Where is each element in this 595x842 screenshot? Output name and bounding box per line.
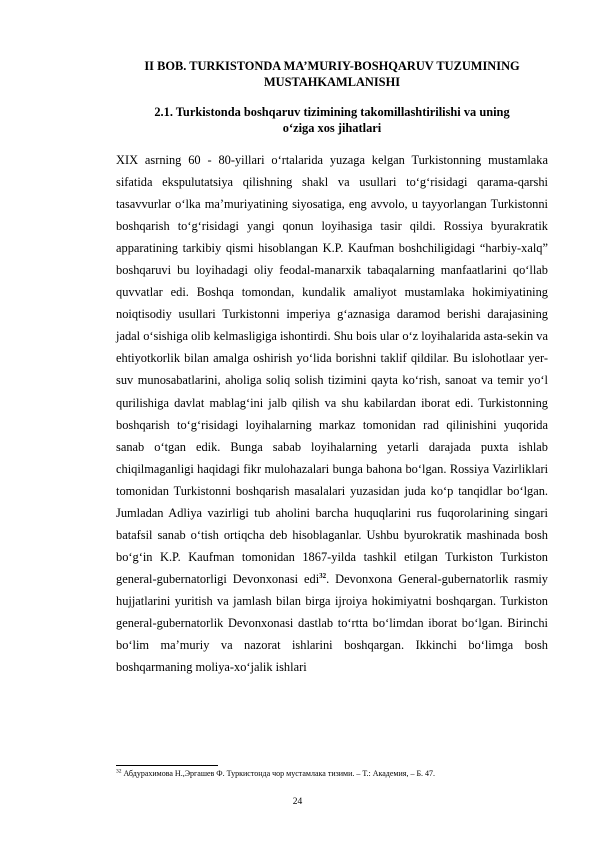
- body-line: aholiga soliq solish tizimini qayta ko‘rish, sanoat va temir yo‘l qurilishiga davlat: [116, 373, 548, 410]
- chapter-heading-line-2: MUSTAHKAMLANISHI: [263, 75, 401, 89]
- body-line: Vazirliklari tomonidan Turkistonni boshqarish masalalari yuzasidan juda ko‘p: [116, 461, 549, 498]
- body-line: chiqilmaganligi haqidagi fikr mulohazalari bunga bahona bo‘lgan. Rossiya: [116, 461, 490, 476]
- body-line-tail: . Devonxona: [326, 571, 393, 586]
- footnote-divider: [116, 765, 218, 766]
- body-line: hokimiyatni boshqargan. Turkiston general-gubernatorlik Devonxonasi dastlab: [116, 593, 548, 630]
- body-line: tabaqalarning manfaatlarini qo‘llab quvvatlar edi. Boshqa tomondan, kundalik: [116, 263, 548, 300]
- body-line: amaliyot mustamlaka hokimiyatining noiqtisodiy usullari Turkistonni imperiya: [116, 285, 548, 322]
- body-line: XIX asrning 60 - 80-yillari o‘rtalarida yuzaga kelgan Turkistonning: [116, 153, 482, 167]
- body-line: ishontirdi. Shu bois ular o‘z loyihalarida asta-sekin va ehtiyotkorlik bilan amalga: [116, 329, 548, 366]
- body-line: qarama-qarshi tasavvurlar o‘lka ma’muriyatining siyosatiga, eng avvolo, u: [116, 175, 548, 212]
- footnote-number: 32: [116, 768, 122, 775]
- body-line: General-gubernatorlik rasmiy hujjatlarini yuritish va jamlash bilan birga ijroiya: [116, 571, 548, 608]
- body-line: oshirish yo‘lida borishni taklif qildilar. Bu islohotlaar yer-suv munosabatlarini,: [116, 351, 548, 388]
- section-heading-line-2: o‘ziga xos jihatlari: [282, 121, 382, 135]
- footnote-reference[interactable]: 32: [319, 571, 327, 580]
- body-line: boshchiligidagi “harbiy-xalq” boshqaruvi bu loyihadagi oliy feodal-manarxik: [116, 241, 548, 278]
- body-line: tayyorlangan Turkistonni boshqarish to‘g‘risidagi yangi qonun loyihasiga tasir: [116, 197, 548, 234]
- chapter-heading: [116, 58, 548, 90]
- section-heading: [116, 104, 548, 136]
- footnote-text: Абдурахимова Н.,Эргашев Ф. Туркистонда чор мустамлака тизими. – Т.: Академия, – Б. 47.: [121, 769, 436, 778]
- chapter-heading-line-1: II BOB. TURKISTONDA MA’MURIY-BOSHQARUV TUZUMINING: [144, 59, 520, 73]
- body-line: etilgan Turkiston Turkiston general-gubernatorligi Devonxonasi edi: [116, 549, 548, 586]
- body-line: boshqargan. Ikkinchi bo‘limga bosh boshqarmaning moliya-xo‘jalik ishlari: [116, 638, 548, 675]
- body-line: byurokratik mashinada bosh bo‘g‘in K.P. Kaufman tomonidan 1867-yilda tashkil: [116, 527, 549, 564]
- page-number: 24: [292, 797, 303, 807]
- section-heading-line-1: 2.1. Turkistonda boshqaruv tizimining takomillashtirilishi va uning: [154, 105, 510, 119]
- footnote: [116, 769, 548, 779]
- body-line: mablag‘ini jalb qilish va shu kabilardan iborat edi. Turkistonning boshqarish: [116, 395, 549, 432]
- body-line: fuqorolarining singari batafsil sanab o‘tish ortiqcha deb hisoblaganlar. Ushbu: [116, 505, 548, 542]
- body-line: to‘g‘risidagi loyihalarning markaz tomonidan rad qilinishini yuqorida sanab: [116, 417, 548, 454]
- body-line: tanqidlar bo‘lgan. Jumladan Adliya vazirligi tub aholini barcha huquqlarini rus: [116, 483, 549, 520]
- body-line: g‘aznasiga daramod berishi darajasining jadal o‘sishiga olib kelmasligiga: [116, 307, 548, 344]
- body-line: qildi. Rossiya byurakratik apparatining tarkibiy qismi hisoblangan K.P. Kaufman: [116, 219, 548, 256]
- body-line: to‘rtta bo‘limdan iborat bo‘lgan. Birinchi bo‘lim ma’muriy va nazorat ishlarini: [116, 615, 548, 653]
- body-line: mustamlaka sifatida ekspulutatsiya qilishning shakl va usullari to‘g‘risidagi: [116, 153, 548, 190]
- body-line: o‘tgan edik. Bunga sabab loyihalarning yetarli darajada puxta ishlab: [154, 439, 548, 454]
- body-paragraph: [116, 149, 548, 678]
